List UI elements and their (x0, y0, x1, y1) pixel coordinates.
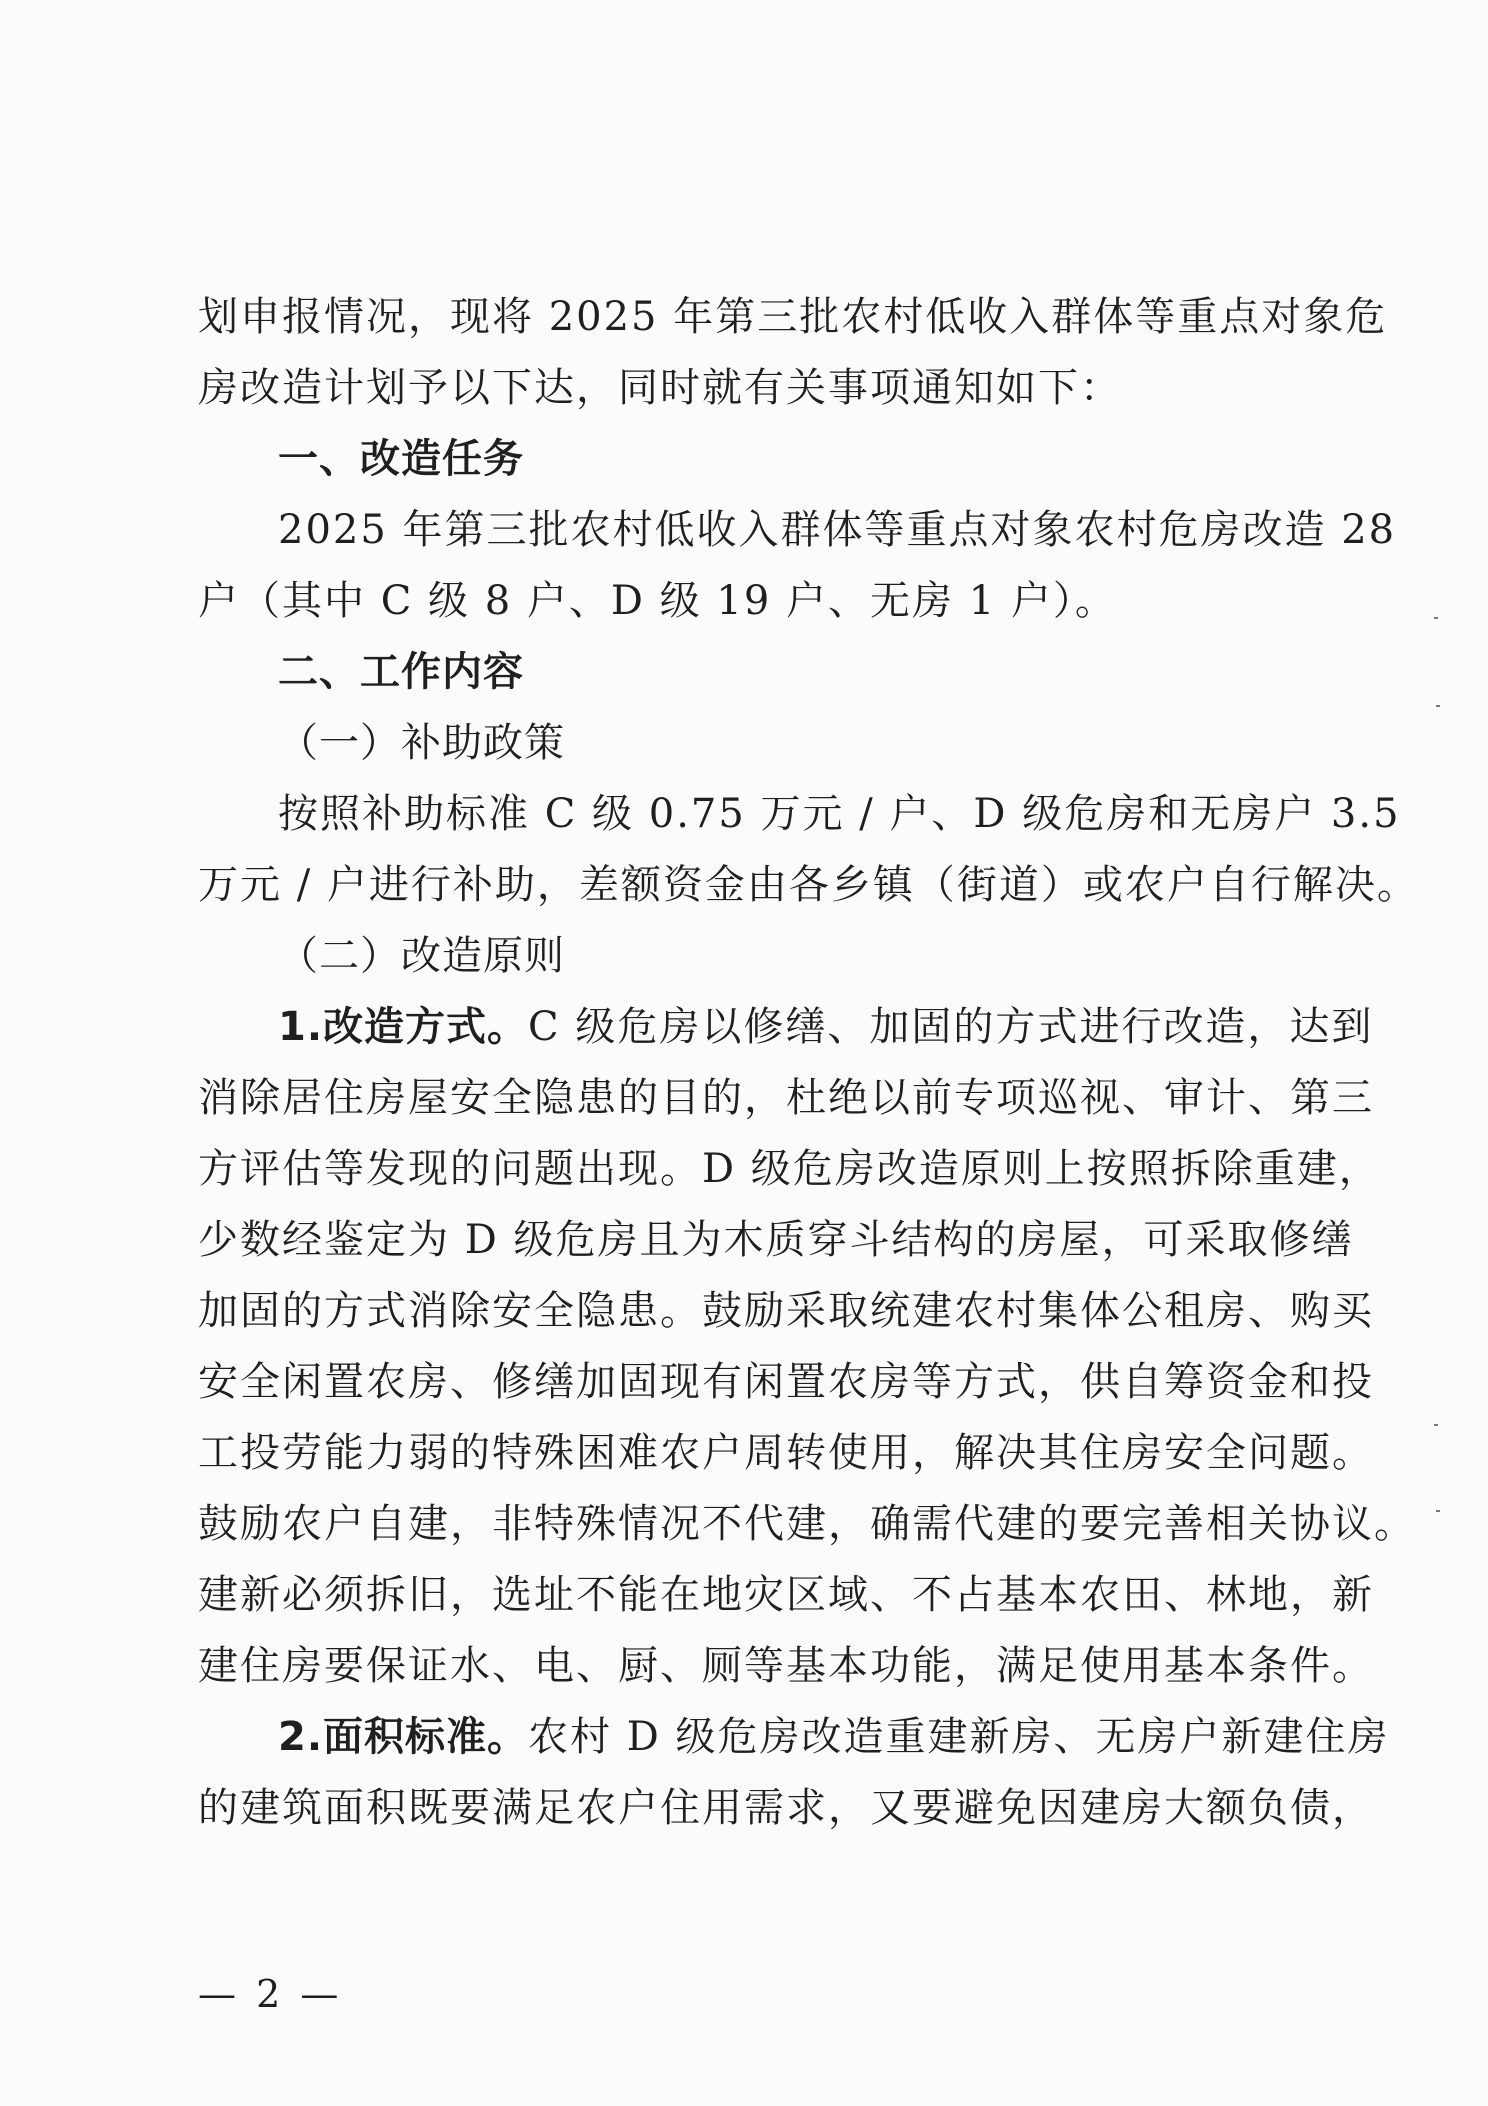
body-line: 工投劳能力弱的特殊困难农户周转使用，解决其住房安全问题。 (198, 1430, 1374, 1476)
lead-label-area: 2.面积标准。 (278, 1714, 529, 1760)
scan-speck (1436, 1510, 1440, 1512)
body-line: 方评估等发现的问题出现。D 级危房改造原则上按照拆除重建， (198, 1146, 1381, 1192)
body-line: 少数经鉴定为 D 级危房且为木质穿斗结构的房屋，可采取修缮 (198, 1217, 1354, 1263)
scan-speck (1434, 1424, 1438, 1426)
subsection-heading-subsidy: （一）补助政策 (278, 720, 565, 766)
section-heading-tasks: 一、改造任务 (278, 436, 524, 482)
body-line: 安全闲置农房、修缮加固现有闲置农房等方式，供自筹资金和投 (198, 1359, 1374, 1405)
body-line: 消除居住房屋安全隐患的目的，杜绝以前专项巡视、审计、第三 (198, 1075, 1374, 1121)
paragraph-area-standard (198, 1702, 1390, 1773)
scan-speck (1434, 617, 1438, 619)
body-line: 房改造计划予以下达，同时就有关事项通知如下： (198, 365, 1122, 411)
scan-speck (1436, 705, 1440, 707)
paragraph-renovation-method (198, 992, 1374, 1063)
body-line: 2025 年第三批农村低收入群体等重点对象农村危房改造 28 (278, 507, 1397, 553)
body-line: 的建筑面积既要满足农户住用需求，又要避免因建房大额负债， (198, 1785, 1374, 1831)
body-line: 万元 / 户进行补助，差额资金由各乡镇（街道）或农户自行解决。 (198, 862, 1419, 908)
body-line: 加固的方式消除安全隐患。鼓励采取统建农村集体公租房、购买 (198, 1288, 1374, 1334)
body-text: C 级危房以修缮、加固的方式进行改造，达到 (528, 1004, 1374, 1050)
body-text: 农村 D 级危房改造重建新房、无房户新建住房 (528, 1714, 1390, 1760)
body-line: 户（其中 C 级 8 户、D 级 19 户、无房 1 户）。 (198, 578, 1117, 624)
subsection-heading-principles: （二）改造原则 (278, 933, 565, 979)
body-line: 建住房要保证水、电、厨、厕等基本功能，满足使用基本条件。 (198, 1643, 1374, 1689)
section-heading-work: 二、工作内容 (278, 649, 524, 695)
body-line: 建新必须拆旧，选址不能在地灾区域、不占基本农田、林地，新 (198, 1572, 1374, 1618)
lead-label-method: 1.改造方式。 (278, 1004, 529, 1050)
page-number: — 2 — (198, 1972, 343, 2016)
document-body (198, 282, 1419, 1844)
body-line: 划申报情况，现将 2025 年第三批农村低收入群体等重点对象危 (198, 294, 1388, 340)
body-line: 按照补助标准 C 级 0.75 万元 / 户、D 级危房和无房户 3.5 (278, 791, 1401, 837)
body-line: 鼓励农户自建，非特殊情况不代建，确需代建的要完善相关协议。 (198, 1501, 1416, 1547)
